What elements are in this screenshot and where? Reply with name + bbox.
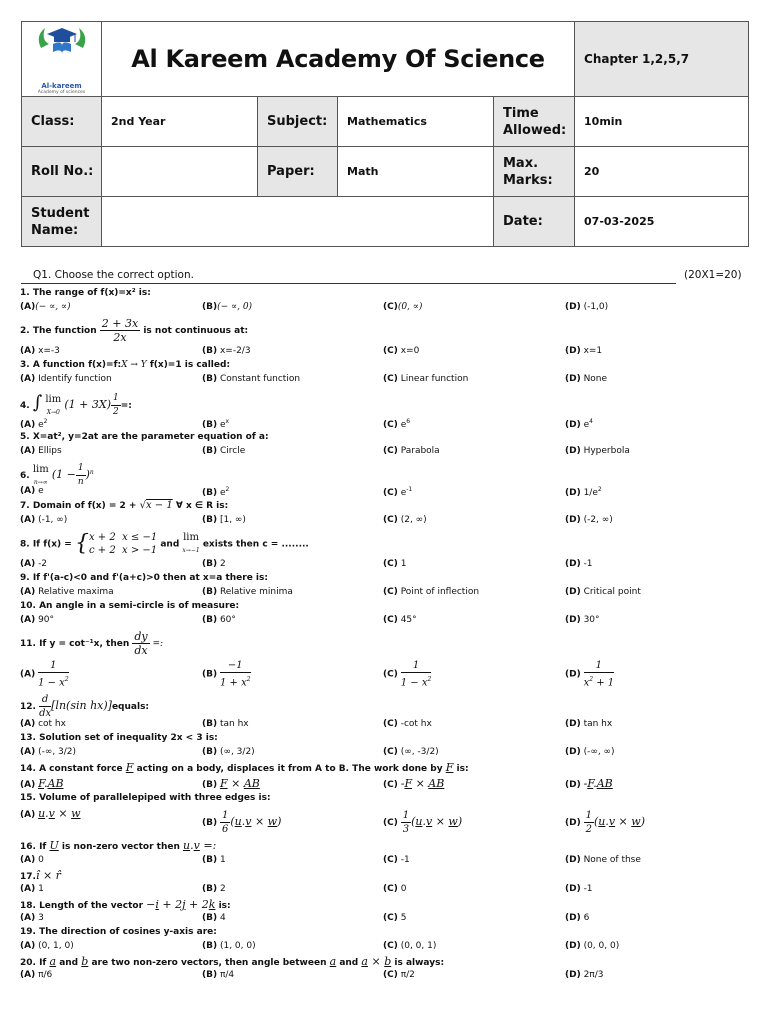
option-a[interactable]: (A) -2 [20,559,48,569]
option-a[interactable]: (A) e [20,486,44,496]
option-a[interactable]: (A) $\frac{1}{1 - x^2}$ [20,660,69,689]
option-d[interactable]: (D) x=1 [565,346,603,356]
logo-subtext: Academy of sciences [37,90,86,95]
question-11: 11. If y = cot⁻¹x, then $\frac{dy}{dx}$ =: [20,630,164,657]
option-b[interactable]: (B) $e^2$ [202,486,230,498]
academy-title: Al Kareem Academy Of Science [102,22,575,97]
option-d[interactable]: (D) (-1,0) [565,302,609,312]
option-a[interactable]: (A) (0, 1, 0) [20,941,74,951]
options-13 [20,747,748,761]
option-b[interactable]: (B) π/4 [202,970,235,980]
option-b[interactable]: (B) 2 [202,559,226,569]
question-20: 20. If a and b are two non-zero vectors, then angle between a and a × b is always: [20,955,445,968]
option-b[interactable]: (B) (1, 0, 0) [202,941,256,951]
options-9 [20,587,748,601]
option-b[interactable]: (B) Constant function [202,374,301,384]
option-c[interactable]: (C) Linear function [383,374,469,384]
option-c[interactable]: (C) $\frac{1}{1 - x^2}$ [383,660,432,689]
option-b[interactable]: (B) 4 [202,913,226,923]
option-a[interactable]: (A)(− ∝, ∝) [20,302,71,312]
option-d[interactable]: (D) $1/e^2$ [565,486,602,498]
options-16 [20,855,748,869]
option-a[interactable]: (A) F.AB [20,777,64,790]
question-18: 18. Length of the vector −i + 2j + 2k is: [20,898,231,911]
options-8 [20,559,748,573]
option-b[interactable]: (B) $\frac{1}{6}$ (u.v × w) [202,810,282,835]
option-c[interactable]: (C) -cot hx [383,719,432,729]
question-3: 3. A function f(x)=f:X → Y f(x)=1 is called: [20,360,231,370]
option-b[interactable]: (B) x=-2/3 [202,346,251,356]
class-value: 2nd Year [102,97,258,147]
question-2: 2. The function $\frac{2 + 3x}{2x}$ is not continuous at: [20,317,249,344]
option-b[interactable]: (B) $e^x$ [202,418,230,430]
options-1 [20,302,748,316]
option-c[interactable]: (C) π/2 [383,970,415,980]
option-d[interactable]: (D) None of thse [565,855,641,865]
student-value[interactable] [102,197,494,247]
options-3 [20,374,748,388]
date-label: Date: [494,197,575,247]
option-b[interactable]: (B) 1 [202,855,226,865]
option-d[interactable]: (D) $\frac{1}{2}$ (u.v × w) [565,810,645,835]
option-b[interactable]: (B) 60° [202,615,236,625]
option-b[interactable]: (B) 2 [202,884,226,894]
options-7 [20,515,748,529]
logo-mark-icon [31,22,93,78]
option-a[interactable]: (A) (-∞, 3/2) [20,747,77,757]
option-c[interactable]: (C) 1 [383,559,407,569]
option-c[interactable]: (C) x=0 [383,346,420,356]
option-a[interactable]: (A) x=-3 [20,346,60,356]
option-a[interactable]: (A) 1 [20,884,44,894]
subject-label: Subject: [258,97,338,147]
option-d[interactable]: (D) None [565,374,608,384]
options-5 [20,446,748,460]
options-4 [20,418,748,432]
time-value: 10min [575,97,749,147]
option-d[interactable]: (D) tan hx [565,719,613,729]
option-a[interactable]: (A) 0 [20,855,44,865]
time-label: Time Allowed: [494,97,575,147]
option-a[interactable]: (A) Identify function [20,374,112,384]
option-b[interactable]: (B) F × AB [202,777,260,790]
header-table [21,21,749,247]
option-d[interactable]: (D) 6 [565,913,590,923]
option-d[interactable]: (D) Hyperbola [565,446,630,456]
option-d[interactable]: (D) -1 [565,559,593,569]
option-c[interactable]: (C) -F × AB [383,777,445,790]
options-11 [20,659,748,693]
question-4: 4. ∫ lim X→0 (1 + 3X) $\frac{1}{2}$ =: [20,392,132,417]
question-14: 14. A constant force F acting on a body, displaces it from A to B. The work done by F is: [20,761,469,774]
question-8: 8. If f(x) = { x + 2 x ≤ −1 c + 2 x > −1 and lim x→−1 exists then c = ........ [20,531,309,556]
option-c[interactable]: (C) -1 [383,855,410,865]
options-10 [20,615,748,629]
question-1: 1. The range of f(x)=x² is: [20,288,151,298]
section-title: Q1. Choose the correct option. [33,269,194,281]
option-d[interactable]: (D) (-2, ∞) [565,515,613,525]
max-marks-label: Max. Marks: [494,147,575,197]
option-a[interactable]: (A) π/6 [20,970,53,980]
question-19: 19. The direction of cosines y-axis are: [20,927,217,937]
logo [22,22,102,97]
option-b[interactable]: (B)(− ∝, 0) [202,302,253,312]
section-marks: (20X1=20) [684,269,742,281]
class-label: Class: [22,97,102,147]
question-16: 16. If U is non-zero vector then u.v =: [20,839,217,852]
question-7: 7. Domain of f(x) = 2 + √x − 1 ∀ x ∈ R is: [20,500,229,511]
options-18 [20,913,748,927]
option-c[interactable]: (C) $e^6$ [383,418,411,430]
subject-value: Mathematics [338,97,494,147]
question-6: 6. lim n→∞ (1 − $\frac{1}{n}$ )$^n$ [20,463,94,487]
option-c[interactable]: (C) 5 [383,913,407,923]
option-a[interactable]: (A) Relative maxima [20,587,114,597]
question-10: 10. An angle in a semi-circle is of measure: [20,601,240,611]
max-marks-value: 20 [575,147,749,197]
question-12: 12. $\frac{d}{dx}$ [ln(sin hx)]equals: [20,694,150,719]
option-d[interactable]: (D) $e^4$ [565,418,593,430]
option-c[interactable]: (C) 0 [383,884,407,894]
option-c[interactable]: (C) (2, ∞) [383,515,427,525]
option-d[interactable]: (D) -F.AB [565,777,613,790]
option-a[interactable]: (A) u.v × w [20,807,81,820]
question-5: 5. X=at², y=2at are the parameter equation of a: [20,432,269,442]
options-14 [20,777,748,793]
option-c[interactable]: (C) (0, 0, 1) [383,941,437,951]
option-c[interactable]: (C) Parabola [383,446,440,456]
option-d[interactable]: (D) $\frac{1}{x^2 + 1}$ [565,660,615,689]
option-b[interactable]: (B) Relative minima [202,587,293,597]
option-d[interactable]: (D) (0, 0, 0) [565,941,620,951]
option-d[interactable]: (D) 30° [565,615,600,625]
option-b[interactable]: (B) (∞, 3/2) [202,747,255,757]
logo-text: Al-kareem [41,82,82,90]
question-17: 17.î × r̂ [20,869,61,882]
option-c[interactable]: (C) $\frac{1}{3}$ (u.v × w) [383,810,463,835]
option-a[interactable]: (A) cot hx [20,719,66,729]
option-a[interactable]: (A) (-1, ∞) [20,515,68,525]
question-15: 15. Volume of parallelepiped with three edges is: [20,793,271,803]
option-d[interactable]: (D) -1 [565,884,593,894]
option-d[interactable]: (D) (-∞, ∞) [565,747,615,757]
option-c[interactable]: (C)(0, ∝) [383,302,423,312]
options-19 [20,941,748,955]
option-a[interactable]: (A) Ellips [20,446,62,456]
student-label: Student Name: [22,197,102,247]
chapter-label: Chapter 1,2,5,7 [575,22,749,97]
option-a[interactable]: (A) 3 [20,913,44,923]
option-c[interactable]: (C) 45° [383,615,417,625]
option-b[interactable]: (B) tan hx [202,719,249,729]
option-a[interactable]: (A) $e^2$ [20,418,48,430]
options-6 [20,486,748,500]
option-a[interactable]: (A) 90° [20,615,55,625]
options-20 [20,970,748,984]
option-b[interactable]: (B) $\frac{-1}{1 + x^2}$ [202,660,251,689]
option-d[interactable]: (D) 2π/3 [565,970,604,980]
question-9: 9. If f'(a-c)<0 and f'(a+c)>0 then at x=a there is: [20,573,268,583]
option-b[interactable]: (B) Circle [202,446,246,456]
section-heading [21,268,676,284]
options-2 [20,346,748,360]
options-12 [20,719,748,733]
question-13: 13. Solution set of inequality 2x < 3 is: [20,733,218,743]
option-b[interactable]: (B) [1, ∞) [202,515,246,525]
paper-value: Math [338,147,494,197]
questions [20,288,748,984]
option-c[interactable]: (C) Point of inflection [383,587,480,597]
option-c[interactable]: (C) (∞, -3/2) [383,747,439,757]
options-15 [20,807,748,839]
roll-label: Roll No.: [22,147,102,197]
option-d[interactable]: (D) Critical point [565,587,641,597]
date-value: 07-03-2025 [575,197,749,247]
roll-value[interactable] [102,147,258,197]
option-c[interactable]: (C) $e^{-1}$ [383,486,413,498]
options-17 [20,884,748,898]
paper-label: Paper: [258,147,338,197]
